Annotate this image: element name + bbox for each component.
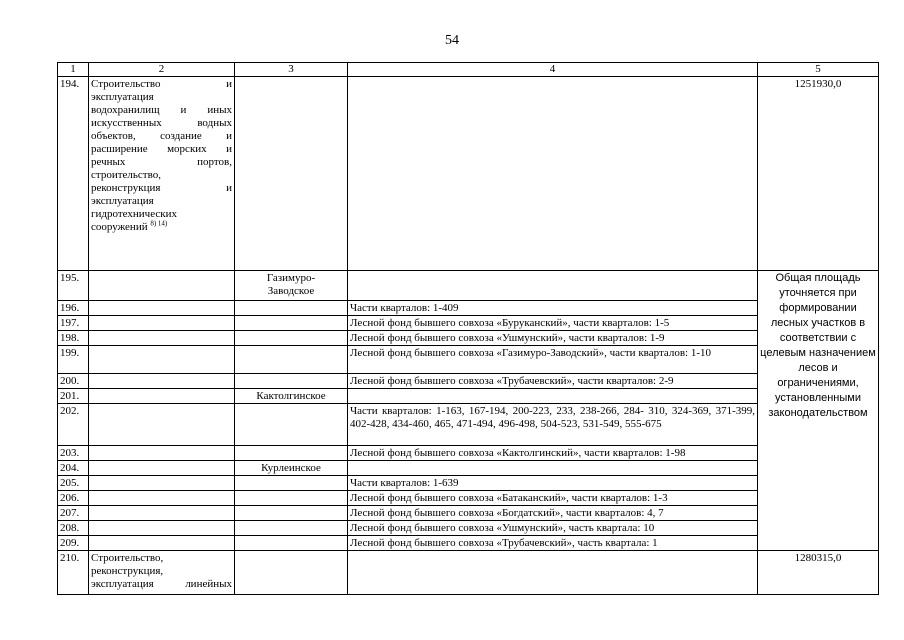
table-row (58, 476, 879, 491)
table-row (58, 301, 879, 316)
purpose-line: искусственных водных (91, 117, 232, 129)
purpose-text: сооружений (91, 221, 148, 233)
row-number: 204. (58, 461, 89, 476)
table-row (58, 536, 879, 551)
district-cell (235, 551, 348, 595)
purpose-cell (89, 551, 235, 595)
column-number: 2 (89, 63, 235, 77)
quarters-cell (348, 77, 758, 271)
row-number: 196. (58, 301, 89, 316)
footnote-ref: 8) 14) (150, 219, 168, 228)
purpose-cell (89, 446, 235, 461)
district-cell: Кактолгинское (235, 389, 348, 404)
quarters-cell: Лесной фонд бывшего совхоза «Ушмунский», части кварталов: 1-9 (348, 331, 758, 346)
row-number: 210. (58, 551, 89, 595)
purpose-line: эксплуатация (91, 91, 154, 103)
quarters-cell: Лесной фонд бывшего совхоза «Кактолгинский», части кварталов: 1-98 (348, 446, 758, 461)
purpose-line: водохранилищ и иных (91, 104, 232, 116)
column-number: 4 (348, 63, 758, 77)
table-row (58, 506, 879, 521)
quarters-cell: Лесной фонд бывшего совхоза «Газимуро-Заводский», части кварталов: 1-10 (348, 346, 758, 374)
table-row (58, 389, 879, 404)
purpose-cell (89, 271, 235, 301)
quarters-cell: Лесной фонд бывшего совхоза «Батаканский», части кварталов: 1-3 (348, 491, 758, 506)
purpose-cell (89, 316, 235, 331)
column-numbers-row (58, 63, 879, 77)
purpose-line: Строительство, (91, 552, 164, 564)
purpose-line: речных портов, (91, 156, 232, 168)
purpose-cell (89, 476, 235, 491)
district-cell: Курлеинское (235, 461, 348, 476)
district-cell (235, 536, 348, 551)
purpose-line: гидротехнических (91, 208, 177, 220)
district-cell (235, 491, 348, 506)
quarters-cell (348, 461, 758, 476)
row-number: 208. (58, 521, 89, 536)
page-number: 54 (445, 33, 459, 48)
district-cell (235, 331, 348, 346)
purpose-cell (89, 521, 235, 536)
quarters-cell: Лесной фонд бывшего совхоза «Трубачевский», часть квартала: 1 (348, 536, 758, 551)
district-cell (235, 346, 348, 374)
row-number: 200. (58, 374, 89, 389)
table-row (58, 331, 879, 346)
table-row (58, 316, 879, 331)
quarters-cell: Лесной фонд бывшего совхоза «Богдатский», части кварталов: 4, 7 (348, 506, 758, 521)
table-row (58, 551, 879, 595)
forest-register-table (57, 62, 879, 595)
district-cell: Газимуро-Заводское (235, 271, 348, 301)
purpose-line: расширение морских и (91, 143, 232, 155)
row-number: 206. (58, 491, 89, 506)
purpose-line: строительство, (91, 169, 161, 181)
quarters-cell (348, 389, 758, 404)
purpose-cell (89, 389, 235, 404)
row-number: 207. (58, 506, 89, 521)
purpose-line: объектов, создание и (91, 130, 232, 142)
row-number: 195. (58, 271, 89, 301)
table-row (58, 77, 879, 271)
table-row (58, 404, 879, 446)
district-cell (235, 506, 348, 521)
quarters-cell: Лесной фонд бывшего совхоза «Ушмунский», часть квартала: 10 (348, 521, 758, 536)
quarters-cell (348, 271, 758, 301)
purpose-cell (89, 461, 235, 476)
district-cell (235, 316, 348, 331)
district-cell (235, 476, 348, 491)
area-cell: 1280315,0 (758, 551, 879, 595)
table-row (58, 446, 879, 461)
district-cell (235, 374, 348, 389)
purpose-cell (89, 331, 235, 346)
column-number: 1 (58, 63, 89, 77)
row-number: 205. (58, 476, 89, 491)
purpose-line: Строительство и (91, 78, 232, 90)
row-number: 203. (58, 446, 89, 461)
row-number: 202. (58, 404, 89, 446)
district-cell (235, 77, 348, 271)
purpose-cell (89, 491, 235, 506)
purpose-cell (89, 301, 235, 316)
row-number: 194. (58, 77, 89, 271)
quarters-cell: Части кварталов: 1-163, 167-194, 200-223, 233, 238-266, 284- 310, 324-369, 371-399, 402-428, 434-460, 465, 471-494, 496-498, 504-523, 531-549, 555-675 (348, 404, 758, 446)
table-row (58, 374, 879, 389)
quarters-cell: Лесной фонд бывшего совхоза «Трубачевский», части кварталов: 2-9 (348, 374, 758, 389)
purpose-cell (89, 506, 235, 521)
area-note-cell: Общая площадь уточняется при формировании лесных участков в соответствии с целевым назначением лесов и ограничениями, установленными законодательством (758, 271, 879, 551)
purpose-cell (89, 404, 235, 446)
purpose-line: реконструкция, (91, 565, 164, 577)
purpose-line: эксплуатация линейных (91, 578, 232, 590)
quarters-cell: Части кварталов: 1-639 (348, 476, 758, 491)
purpose-line: реконструкция и (91, 182, 232, 194)
table-row (58, 491, 879, 506)
district-cell (235, 446, 348, 461)
row-number: 197. (58, 316, 89, 331)
purpose-line: эксплуатация (91, 195, 154, 207)
table-row (58, 461, 879, 476)
row-number: 198. (58, 331, 89, 346)
quarters-cell: Части кварталов: 1-409 (348, 301, 758, 316)
district-cell (235, 521, 348, 536)
quarters-cell (348, 551, 758, 595)
column-number: 5 (758, 63, 879, 77)
district-cell (235, 301, 348, 316)
table-row (58, 271, 879, 301)
purpose-cell (89, 77, 235, 271)
purpose-line-last (91, 221, 232, 234)
district-cell (235, 404, 348, 446)
row-number: 209. (58, 536, 89, 551)
purpose-cell (89, 346, 235, 374)
purpose-cell (89, 374, 235, 389)
purpose-cell (89, 536, 235, 551)
table-row (58, 521, 879, 536)
column-number: 3 (235, 63, 348, 77)
row-number: 201. (58, 389, 89, 404)
quarters-cell: Лесной фонд бывшего совхоза «Буруканский», части кварталов: 1-5 (348, 316, 758, 331)
row-number: 199. (58, 346, 89, 374)
area-cell: 1251930,0 (758, 77, 879, 271)
table-row (58, 346, 879, 374)
